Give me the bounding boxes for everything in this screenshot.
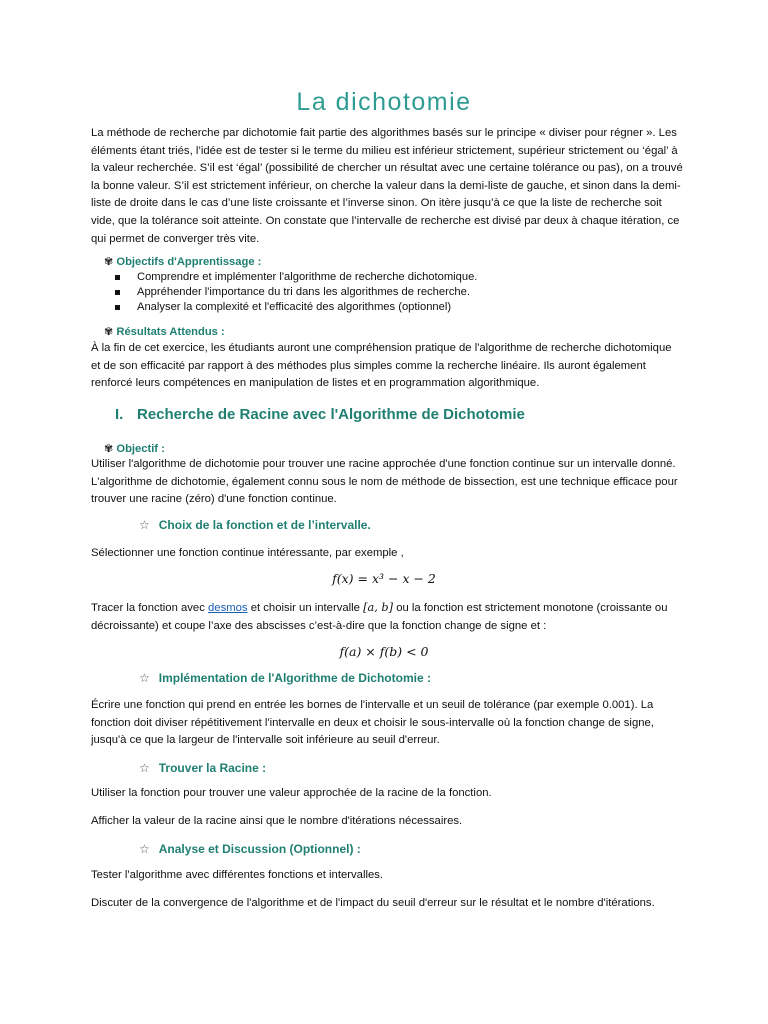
star-icon: ☆	[139, 671, 150, 685]
bullet-flower-icon: ✾	[104, 443, 114, 455]
objectif-heading: ✾ Objectif :	[104, 443, 165, 455]
step4-text1: Tester l'algorithme avec différentes fonctions et intervalles.	[91, 869, 384, 881]
step2-text: Écrire une fonction qui prend en entrée les bornes de l'intervalle et un seuil de tolérance (par exemple 0.001). La fonction doit diviser répétitivement l'intervalle en deux et choisir le sous-intervalle où la fonction change de signe, jusqu'à ce que la largeur de l'intervalle soit inférieure au seuil d'erreur.	[91, 699, 654, 747]
star-icon: ☆	[139, 842, 150, 856]
resultats-paragraph: À la fin de cet exercice, les étudiants auront une compréhension pratique de l'algorithme de recherche dichotomique et de son efficacité par rapport à des méthodes plus simples comme la recherche linéaire. Ils auront également renforcé leurs compétences en manipulation de listes et en programmation algorithmique.	[91, 342, 672, 390]
desmos-link[interactable]: desmos	[208, 602, 248, 614]
list-item: Analyser la complexité et l'efficacité des algorithmes (optionnel)	[111, 300, 477, 315]
section-title: I. Recherche de Racine avec l'Algorithme de Dichotomie	[115, 406, 525, 423]
step-heading-implementation: ☆ Implémentation de l'Algorithme de Dichotomie :	[139, 671, 431, 685]
step-heading-analyse: ☆ Analyse et Discussion (Optionnel) :	[139, 842, 361, 856]
step-heading-racine: ☆ Trouver la Racine :	[139, 761, 267, 775]
star-icon: ☆	[139, 761, 150, 775]
formula-sign-change: f(a) × f(b) < 0	[339, 644, 429, 659]
step3-text1: Utiliser la fonction pour trouver une valeur approchée de la racine de la fonction.	[91, 787, 492, 799]
step3-text2: Afficher la valeur de la racine ainsi que le nombre d'itérations nécessaires.	[91, 815, 463, 827]
list-item: Appréhender l'importance du tri dans les algorithmes de recherche.	[111, 285, 477, 300]
objectif-paragraph: Utiliser l'algorithme de dichotomie pour trouver une racine approchée d'une fonction continue sur un intervalle donné. L'algorithme de dichotomie, également connu sous le nom de méthode de bissection, est une technique efficace pour trouver une racine (zéro) d'une fonction continue.	[91, 458, 678, 506]
step-heading-choix: ☆ Choix de la fonction et de l’intervalle.	[139, 518, 371, 532]
interval-notation: [a, b]	[363, 601, 394, 614]
document-title: La dichotomie	[296, 88, 472, 116]
bullet-flower-icon: ✾	[104, 326, 114, 338]
resultats-heading: ✾ Résultats Attendus :	[104, 326, 225, 338]
intro-paragraph: La méthode de recherche par dichotomie fait partie des algorithmes basés sur le principe « diviser pour régner ». Les éléments étant triés, l’idée est de tester si le terme du milieu est inférieur strictement, supérieur strictement ou ‘égal’ à la valeur recherchée. S’il est ‘égal’ (possibilité de chercher un résultat avec une certaine tolérance ou pas), on a trouvé la bonne valeur. S’il est strictement inférieur, on cherche la valeur dans la demi-liste de gauche, et sinon dans la demi-liste de droite dans le cas d’une liste croissante et l’inverse sinon. On itère jusqu’à ce que la liste de recherche soit vide, que la tolérance soit atteinte. On constate que l’intervalle de recherche est divisé par deux à chaque itération, ce qui permet de converger très vite.	[91, 127, 683, 245]
formula-function: f(x) = x³ − x − 2	[332, 571, 436, 586]
star-icon: ☆	[139, 518, 150, 532]
bullet-flower-icon: ✾	[104, 256, 114, 268]
step4-text2: Discuter de la convergence de l'algorithme et de l'impact du seuil d'erreur sur le résultat et le nombre d'itérations.	[91, 897, 655, 909]
step1-text: Sélectionner une fonction continue intéressante, par exemple ,	[91, 547, 404, 559]
step1-text2: Tracer la fonction avec desmos et choisir un intervalle [a, b] ou la fonction est strictement monotone (croissante ou décroissante) et coupe l’axe des abscisses c’est-à-dire que la fonction change de signe et :	[91, 601, 668, 632]
objectifs-heading: ✾ Objectifs d'Apprentissage :	[104, 256, 262, 268]
list-item: Comprendre et implémenter l'algorithme de recherche dichotomique.	[111, 270, 477, 285]
objectifs-list	[111, 270, 477, 315]
